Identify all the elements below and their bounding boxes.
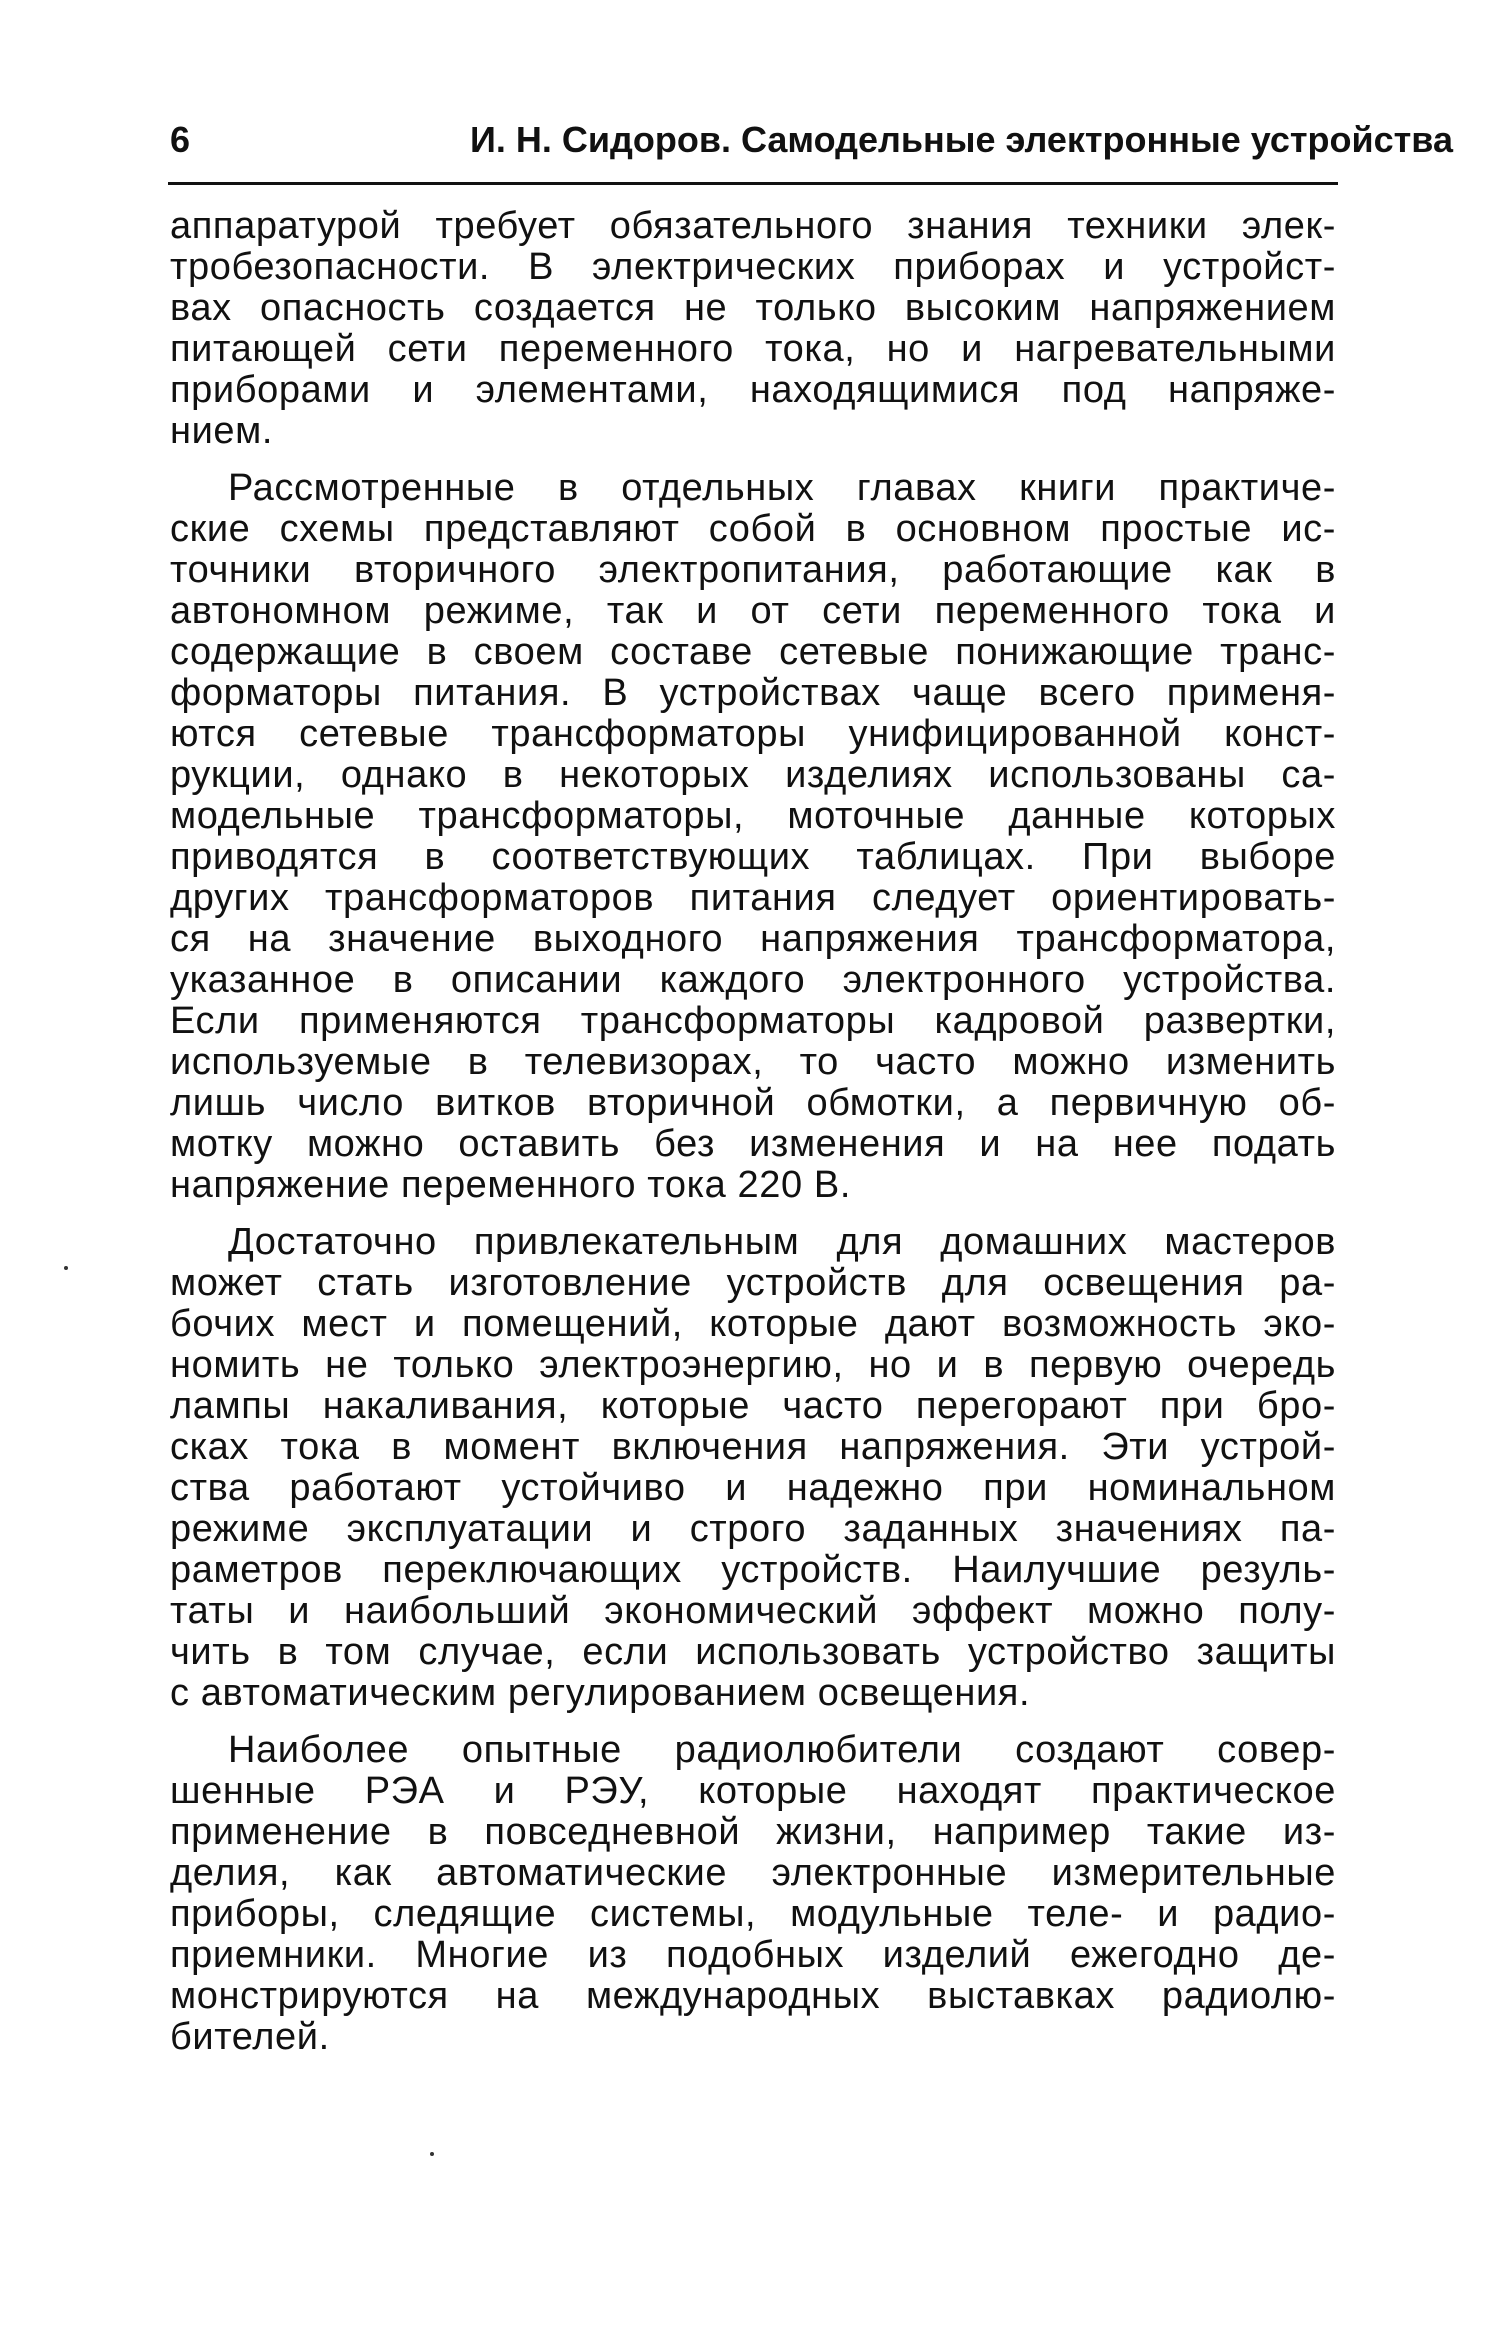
running-title: И. Н. Сидоров. Самодельные электронные устройства xyxy=(470,119,1453,160)
text-line: раметров переключающих устройств. Наилучшие резуль- xyxy=(170,1549,1336,1591)
text-line: монстрируются на международных выставках радиолю- xyxy=(170,1975,1336,2017)
scan-speck xyxy=(64,1266,68,1270)
text-line: рукции, однако в некоторых изделиях использованы са- xyxy=(170,754,1336,796)
text-line: форматоры питания. В устройствах чаще всего применя- xyxy=(170,672,1336,714)
text-line: бителей. xyxy=(170,2016,330,2058)
text-line: указанное в описании каждого электронного устройства. xyxy=(170,959,1336,1001)
text-line: лишь число витков вторичной обмотки, а первичную об- xyxy=(170,1082,1336,1124)
header-divider xyxy=(168,182,1338,185)
page-number: 6 xyxy=(170,119,191,160)
text-line: бочих мест и помещений, которые дают возможность эко- xyxy=(170,1303,1336,1345)
text-line: точники вторичного электропитания, работающие как в xyxy=(170,549,1336,591)
paragraph xyxy=(170,206,1336,452)
text-line: приборы, следящие системы, модульные теле- и радио- xyxy=(170,1893,1336,1935)
body-text xyxy=(170,206,1336,2058)
text-line: лампы накаливания, которые часто перегорают при бро- xyxy=(170,1385,1336,1427)
text-line: Наиболее опытные радиолюбители создают совер- xyxy=(228,1729,1336,1771)
text-line: Достаточно привлекательным для домашних мастеров xyxy=(228,1221,1336,1263)
paragraph xyxy=(170,468,1336,1206)
text-line: сках тока в момент включения напряжения. Эти устрой- xyxy=(170,1426,1336,1468)
text-line: нием. xyxy=(170,410,274,452)
text-line: ства работают устойчиво и надежно при номинальном xyxy=(170,1467,1336,1509)
scan-speck xyxy=(430,2152,434,2156)
text-line: с автоматическим регулированием освещения. xyxy=(170,1672,1031,1714)
text-line: номить не только электроэнергию, но и в первую очередь xyxy=(170,1344,1336,1386)
text-line: питающей сети переменного тока, но и нагревательными xyxy=(170,328,1336,370)
text-line: шенные РЭА и РЭУ, которые находят практическое xyxy=(170,1770,1336,1812)
text-line: тробезопасности. В электрических приборах и устройст- xyxy=(170,246,1336,288)
text-line: Если применяются трансформаторы кадровой развертки, xyxy=(170,1000,1336,1042)
text-line: модельные трансформаторы, моточные данные которых xyxy=(170,795,1336,837)
text-line: режиме эксплуатации и строго заданных значениях па- xyxy=(170,1508,1336,1550)
text-line: приводятся в соответствующих таблицах. При выборе xyxy=(170,836,1336,878)
text-line: ются сетевые трансформаторы унифицированной конст- xyxy=(170,713,1336,755)
text-line: делия, как автоматические электронные измерительные xyxy=(170,1852,1336,1894)
text-line: применение в повседневной жизни, например такие из- xyxy=(170,1811,1336,1853)
text-line: ские схемы представляют собой в основном простые ис- xyxy=(170,508,1336,550)
text-line: автономном режиме, так и от сети переменного тока и xyxy=(170,590,1336,632)
text-line: мотку можно оставить без изменения и на нее подать xyxy=(170,1123,1336,1165)
text-line: аппаратурой требует обязательного знания техники элек- xyxy=(170,205,1336,247)
text-line: других трансформаторов питания следует ориентировать- xyxy=(170,877,1336,919)
text-line: приемники. Многие из подобных изделий ежегодно де- xyxy=(170,1934,1336,1976)
text-line: может стать изготовление устройств для освещения ра- xyxy=(170,1262,1336,1304)
text-line: Рассмотренные в отдельных главах книги практиче- xyxy=(228,467,1336,509)
paragraph xyxy=(170,1222,1336,1714)
text-line: приборами и элементами, находящимися под напряже- xyxy=(170,369,1336,411)
text-line: напряжение переменного тока 220 В. xyxy=(170,1164,852,1206)
paragraph xyxy=(170,1730,1336,2058)
text-line: ся на значение выходного напряжения трансформатора, xyxy=(170,918,1336,960)
text-line: чить в том случае, если использовать устройство защиты xyxy=(170,1631,1336,1673)
text-line: вах опасность создается не только высоким напряжением xyxy=(170,287,1336,329)
text-line: содержащие в своем составе сетевые понижающие транс- xyxy=(170,631,1336,673)
text-line: используемые в телевизорах, то часто можно изменить xyxy=(170,1041,1336,1083)
text-line: таты и наибольший экономический эффект можно полу- xyxy=(170,1590,1336,1632)
